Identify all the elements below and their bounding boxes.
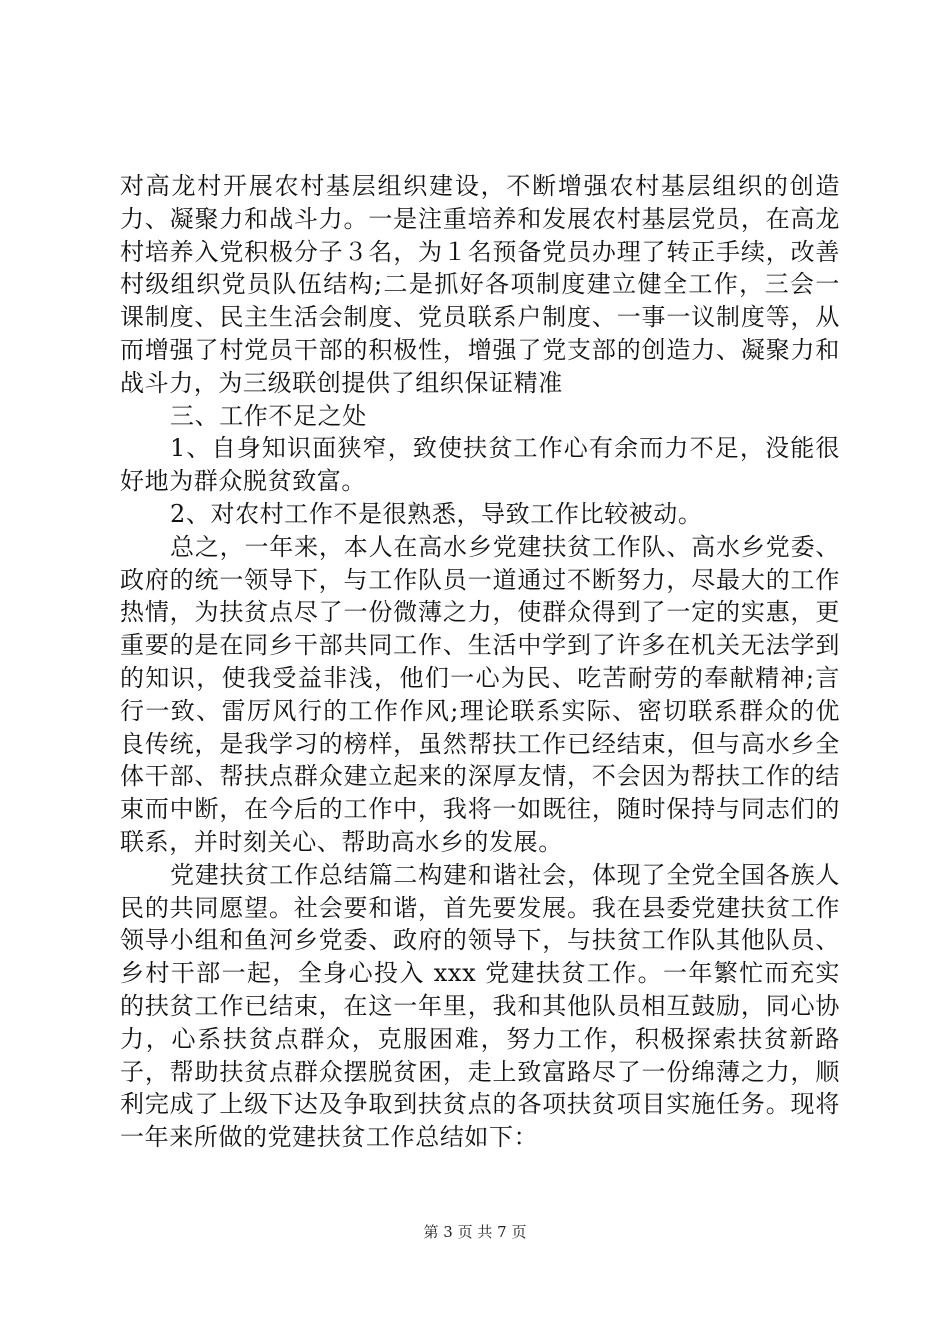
text-line: 的各项扶贫项目实施任务。现将一年来所做的党建扶贫工作总 (120, 1090, 840, 1152)
paragraph-shortcoming-2 (120, 498, 840, 531)
text-line: 员相互鼓励，同心协力，心系扶贫点群众，克服困难，努力工 (120, 991, 841, 1053)
text-line: 对高龙村开展农村基层组织建设，不断增强农村基层组织的创 (120, 172, 816, 200)
text-line: 部的创造力、凝聚力和战斗力，为三级联创提供了组织保证精 (120, 335, 840, 397)
paragraph-summary-part-two (120, 859, 840, 1154)
text-line: 族人民的共同愿望。社会要和谐，首先要发展。我在县委党建 (120, 860, 841, 922)
text-line: 苦耐劳的奉献精神;言行一致、雷厉风行的工作作风;理论联系 (120, 663, 840, 725)
text-line: 工作已经结束，但与高水乡全体干部、帮扶点群众建立起来的 (120, 729, 840, 791)
text-line: 作，积极探索扶贫新路子，帮助扶贫点群众摆脱贫困，走上致 (120, 1024, 840, 1086)
text-line: 高水乡的发展。 (390, 827, 563, 856)
page-number-footer (0, 1222, 950, 1242)
page-number-label: 第 3 页 共 7 页 (423, 1223, 527, 1241)
text-line: 准 (538, 368, 563, 397)
text-line: 手续，改善村级组织党员队伍结构;二是抓好各项制度建立健全 (120, 237, 841, 299)
text-line: 很好地为群众脱贫致富。 (120, 434, 840, 496)
text-line: 深厚友情，不会因为帮扶工作的结束而中断，在今后的工作中， (120, 762, 840, 824)
paragraph-conclusion (120, 531, 840, 859)
text-line: 扶贫工作领导小组和鱼河乡党委、政府的领导下，与扶贫工作 (120, 893, 840, 955)
text-line: 队其他队员、乡村干部一起，全身心投入 xxx 党建扶贫工作。 (120, 926, 840, 988)
document-body (120, 170, 840, 1154)
text-line: 多在机关无法学到的知识，使我受益非浅，他们一心为民、吃 (120, 631, 840, 692)
text-line: 党建扶贫工作总结篇二构建和谐社会，体现了全党全国各 (170, 860, 791, 889)
text-line: 2、对农村工作不是很熟悉，导致工作比较被动。 (170, 499, 703, 528)
text-line: 三、工作不足之处 (170, 401, 367, 430)
text-line: 大的工作热情，为扶贫点尽了一份微薄之力，使群众得到了一 (120, 565, 840, 627)
text-line: 造力、凝聚力和战斗力。一是注重培养和发展农村基层党员， (120, 172, 840, 233)
section-heading-shortcomings (120, 400, 840, 433)
text-line: 实际、密切联系群众的优良传统，是我学习的榜样，虽然帮扶 (120, 696, 840, 758)
text-line: 委、政府的统一领导下，与工作队员一道通过不断努力，尽最 (120, 532, 841, 594)
text-line: 富路尽了一份绵薄之力，顺利完成了上级下达及争取到扶贫点 (120, 1057, 840, 1119)
text-line: 我将一如既往，随时保持与同志们的联系，并时刻关心、帮助 (120, 795, 840, 856)
paragraph-party-building (120, 170, 840, 400)
text-line: 结如下： (439, 1123, 539, 1152)
text-line: 1、自身知识面狭窄，致使扶贫工作心有余而力不足，没能 (170, 434, 816, 463)
text-line: 在高龙村培养入党积极分子３名，为１名预备党员办理了转正 (120, 204, 840, 266)
text-line: 工作，三会一课制度、民主生活会制度、党员联系户制度、一 (120, 270, 840, 332)
text-line: 总之，一年来，本人在高水乡党建扶贫工作队、高水乡党 (170, 532, 791, 561)
text-line: 定的实惠，更重要的是在同乡干部共同工作、生活中学到了许 (120, 598, 840, 660)
text-line: 事一议制度等，从而增强了村党员干部的积极性，增强了党支 (120, 303, 840, 364)
paragraph-shortcoming-1 (120, 432, 840, 498)
text-line: 一年繁忙而充实的扶贫工作已结束，在这一年里，我和其他队 (120, 959, 841, 1020)
